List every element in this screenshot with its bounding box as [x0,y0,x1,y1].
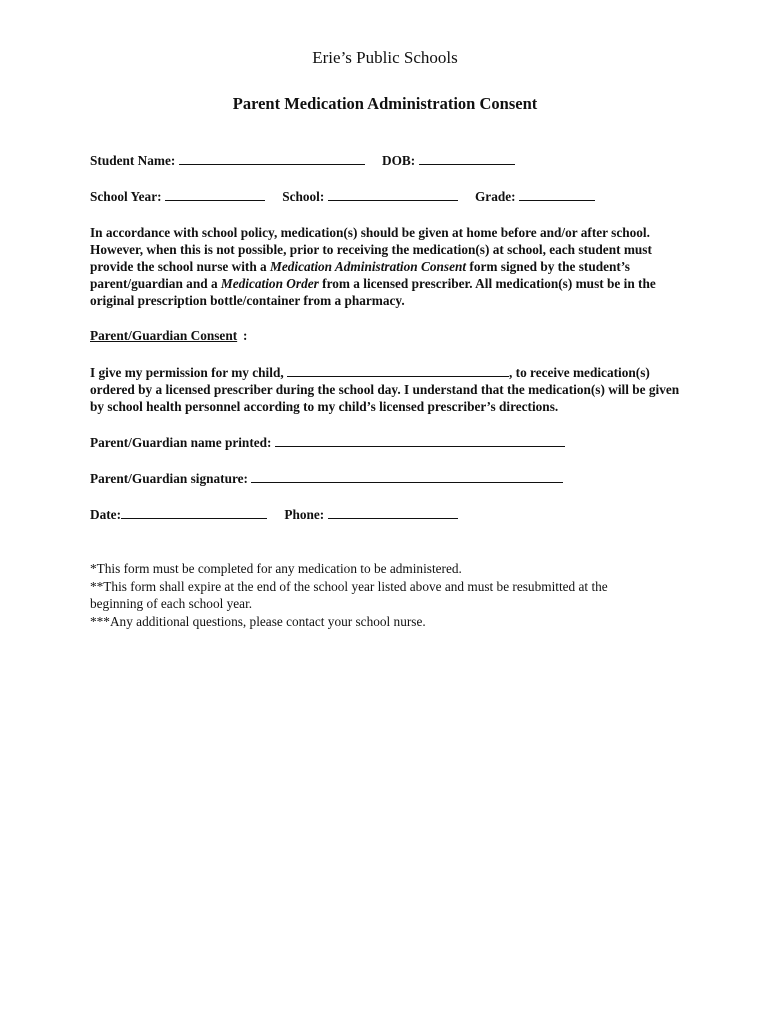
policy-text-part-3: from a licensed prescriber. All medication(s) must be in the original prescription bottle/container from a pharmacy. [90,276,656,308]
dob-label: DOB: [381,153,416,168]
permission-paragraph [90,364,680,415]
school-year-label: School Year: [90,189,162,204]
dob-field[interactable] [419,152,515,165]
permission-text-rest: , to receive medication(s) ordered by a licensed prescriber during the school day. I understand that the medication(s) will be given by school health personnel according to my child’s licensed prescriber’s directions. [90,365,680,414]
footnote-item: **This form shall expire at the end of the school year listed above and must be resubmitted at the beginning of each school year. [90,578,608,611]
grade-label: Grade: [474,189,516,204]
policy-order-name: Medication Order [220,276,319,291]
phone-label: Phone: [284,507,325,522]
student-name-label: Student Name: [90,153,176,168]
policy-paragraph [90,224,690,309]
school-field[interactable] [328,188,458,201]
name-printed-field[interactable] [275,434,565,447]
footnote-item: *This form must be completed for any medication to be administered. [90,561,462,576]
policy-form-name: Medication Administration Consent [270,259,467,274]
signature-field[interactable] [251,470,563,483]
name-printed-label: Parent/Guardian name printed: [90,435,272,450]
form-title: Parent Medication Administration Consent [232,94,538,113]
organization-name: Erie’s Public Schools [312,48,458,67]
signature-row [90,470,563,487]
consent-heading [90,328,237,344]
footnote-item: ***Any additional questions, please contact your school nurse. [90,613,426,629]
grade-field[interactable] [519,188,595,201]
school-info-row [90,188,595,205]
consent-heading-colon: : [243,328,248,343]
student-name-field[interactable] [179,152,365,165]
student-info-row [90,152,515,169]
policy-text-part-2: form signed by the student’s parent/guardian and a [90,259,630,291]
child-name-field[interactable] [287,364,509,377]
date-label: Date: [90,507,122,522]
name-printed-row [90,434,565,451]
date-phone-row [90,506,458,523]
phone-field[interactable] [328,506,458,519]
policy-text-part-1: In accordance with school policy, medication(s) should be given at home before and/or after school. However, when this is not possible, prior to receiving the medication(s) at school, each student must provide the school nurse with a [90,225,652,274]
permission-text-start: I give my permission for my child, [90,365,287,380]
school-year-field[interactable] [165,188,265,201]
footnotes [90,560,650,630]
consent-heading-text: Parent/Guardian Consent [90,328,238,343]
date-field[interactable] [121,506,267,519]
signature-label: Parent/Guardian signature: [90,471,248,486]
school-label: School: [282,189,325,204]
